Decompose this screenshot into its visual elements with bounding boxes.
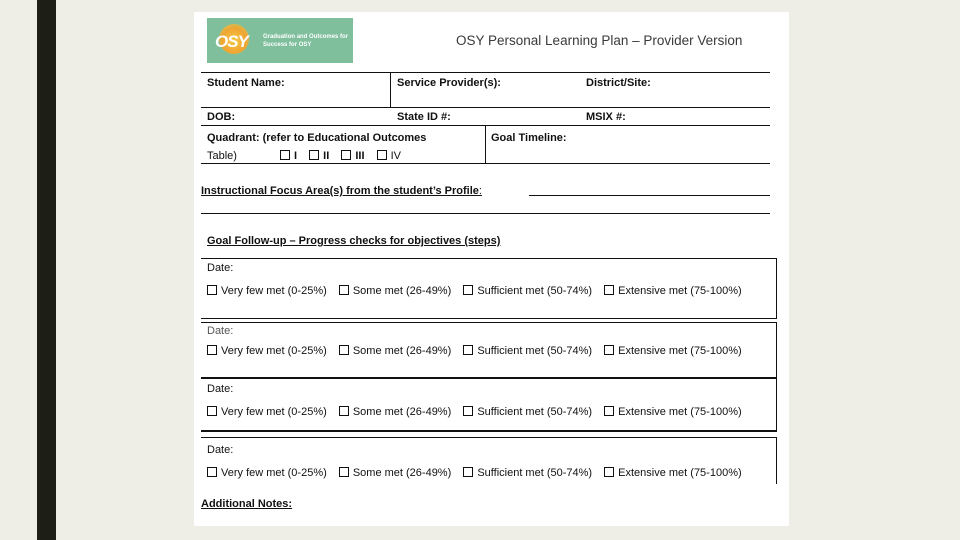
- checkbox-icon: [341, 150, 351, 160]
- progress-date-label: Date:: [207, 262, 234, 274]
- option-some[interactable]: Some met (26-49%): [339, 345, 451, 357]
- goal-timeline-label: Goal Timeline:: [491, 132, 567, 144]
- option-extensive[interactable]: Extensive met (75-100%): [604, 406, 742, 418]
- option-very-few[interactable]: Very few met (0-25%): [207, 285, 327, 297]
- quadrant-options: [207, 150, 410, 162]
- progress-options: [207, 285, 751, 297]
- logo-text: OSY: [215, 31, 248, 51]
- district-site-label: District/Site:: [586, 77, 651, 89]
- sun-logo-icon: [213, 23, 256, 59]
- progress-row-3: [201, 377, 777, 432]
- checkbox-icon: [207, 406, 217, 416]
- option-sufficient[interactable]: Sufficient met (50-74%): [463, 285, 592, 297]
- grid-bottom-rule: [201, 163, 770, 164]
- option-very-few[interactable]: Very few met (0-25%): [207, 345, 327, 357]
- checkbox-icon: [604, 345, 614, 355]
- checkbox-icon: [339, 345, 349, 355]
- option-some[interactable]: Some met (26-49%): [339, 467, 451, 479]
- focus-area-label: Instructional Focus Area(s) from the student’s Profile:: [201, 185, 482, 197]
- checkbox-icon: [463, 285, 473, 295]
- grid-rule: [201, 107, 770, 108]
- dob-label: DOB:: [207, 111, 236, 123]
- grid-divider: [485, 125, 486, 163]
- slide-accent-bar: [37, 0, 56, 540]
- quadrant-option-3[interactable]: III: [341, 150, 364, 162]
- checkbox-icon: [309, 150, 319, 160]
- document-page: [194, 12, 789, 526]
- quadrant-option-1[interactable]: I: [280, 150, 297, 162]
- checkbox-icon: [207, 345, 217, 355]
- row-separator: [201, 318, 776, 319]
- quadrant-label: Quadrant: (refer to Educational Outcomes: [207, 132, 427, 144]
- student-name-label: Student Name:: [207, 77, 285, 89]
- checkbox-icon: [207, 285, 217, 295]
- progress-date-label: Date:: [207, 383, 234, 395]
- checkbox-icon: [463, 406, 473, 416]
- option-extensive[interactable]: Extensive met (75-100%): [604, 467, 742, 479]
- option-sufficient[interactable]: Sufficient met (50-74%): [463, 467, 592, 479]
- option-sufficient[interactable]: Sufficient met (50-74%): [463, 406, 592, 418]
- checkbox-icon: [339, 467, 349, 477]
- state-id-label: State ID #:: [397, 111, 451, 123]
- option-very-few[interactable]: Very few met (0-25%): [207, 406, 327, 418]
- document-title: OSY Personal Learning Plan – Provider Version: [456, 33, 743, 48]
- progress-date-label: Date:: [207, 325, 234, 337]
- grid-divider: [390, 72, 391, 107]
- checkbox-icon: [463, 345, 473, 355]
- progress-options: [207, 467, 751, 479]
- option-sufficient[interactable]: Sufficient met (50-74%): [463, 345, 592, 357]
- checkbox-icon: [339, 406, 349, 416]
- focus-area-line-2[interactable]: [201, 213, 770, 214]
- option-very-few[interactable]: Very few met (0-25%): [207, 467, 327, 479]
- progress-options: [207, 345, 751, 357]
- checkbox-icon: [339, 285, 349, 295]
- checkbox-icon: [463, 467, 473, 477]
- progress-options: [207, 406, 751, 418]
- quadrant-option-2[interactable]: II: [309, 150, 329, 162]
- row-separator: [201, 430, 776, 431]
- quadrant-option-4[interactable]: IV: [377, 150, 401, 162]
- progress-date-label: Date:: [207, 444, 234, 456]
- option-extensive[interactable]: Extensive met (75-100%): [604, 285, 742, 297]
- checkbox-icon: [604, 406, 614, 416]
- service-providers-label: Service Provider(s):: [397, 77, 501, 89]
- option-extensive[interactable]: Extensive met (75-100%): [604, 345, 742, 357]
- checkbox-icon: [604, 467, 614, 477]
- focus-area-line[interactable]: [529, 195, 770, 196]
- checkbox-icon: [280, 150, 290, 160]
- option-some[interactable]: Some met (26-49%): [339, 406, 451, 418]
- checkbox-icon: [604, 285, 614, 295]
- osy-logo: [207, 18, 353, 63]
- grid-top-rule: [201, 72, 770, 73]
- followup-title: Goal Follow-up – Progress checks for objectives (steps): [207, 235, 501, 247]
- logo-tagline: Graduation and Outcomes for Success for OSY: [263, 33, 349, 48]
- additional-notes-label: Additional Notes:: [201, 498, 293, 510]
- checkbox-icon: [377, 150, 387, 160]
- msix-label: MSIX #:: [586, 111, 626, 123]
- quadrant-table-label: Table): [207, 150, 237, 162]
- option-some[interactable]: Some met (26-49%): [339, 285, 451, 297]
- progress-checks-table: [201, 258, 776, 483]
- checkbox-icon: [207, 467, 217, 477]
